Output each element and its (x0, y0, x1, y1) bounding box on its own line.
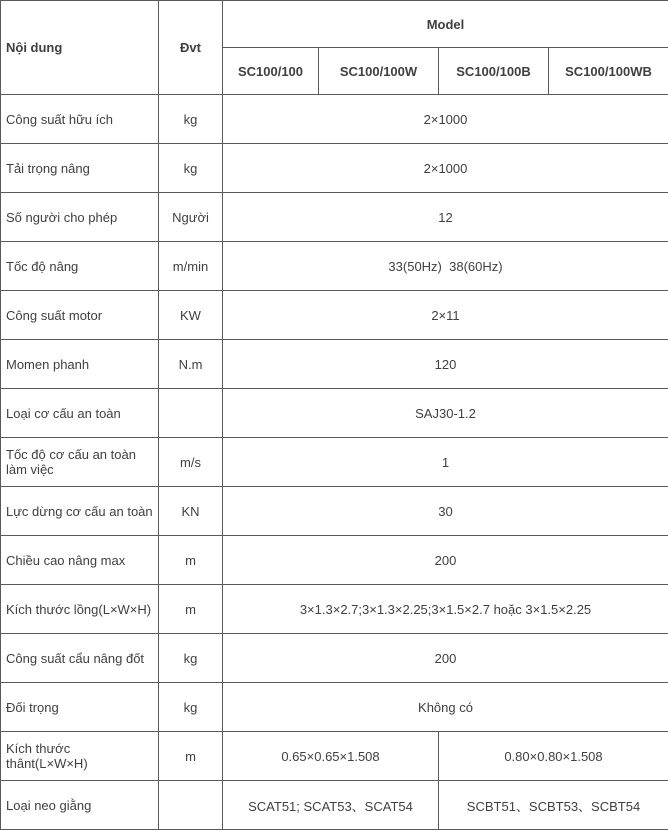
row-label: Lực dừng cơ cấu an toàn (1, 487, 159, 536)
header-row-top (1, 1, 668, 48)
header-unit: Đvt (159, 1, 223, 95)
row-unit: N.m (159, 340, 223, 389)
row-unit: m/min (159, 242, 223, 291)
spec-row-persons-allowed (1, 193, 668, 242)
header-model-sc100-100: SC100/100 (223, 48, 319, 95)
row-unit: KN (159, 487, 223, 536)
row-value: 33(50Hz) 38(60Hz) (223, 242, 668, 291)
spec-row-lifting-speed (1, 242, 668, 291)
row-value-right: SCBT51、SCBT53、SCBT54 (439, 781, 668, 830)
row-label: Tốc độ nâng (1, 242, 159, 291)
spec-row-tie-in-type (1, 781, 668, 830)
header-model-sc100-100w: SC100/100W (319, 48, 439, 95)
row-label: Kích thước thânt(L×W×H) (1, 732, 159, 781)
spec-row-lifting-load (1, 144, 668, 193)
spec-row-mast-section-size (1, 732, 668, 781)
row-value: 3×1.3×2.7;3×1.3×2.25;3×1.5×2.7 hoặc 3×1.5×2.25 (223, 585, 668, 634)
row-unit: KW (159, 291, 223, 340)
spec-row-motor-power (1, 291, 668, 340)
row-unit: kg (159, 634, 223, 683)
row-label: Loại neo giằng (1, 781, 159, 830)
row-unit (159, 781, 223, 830)
row-unit (159, 389, 223, 438)
row-label: Đối trọng (1, 683, 159, 732)
row-unit: m (159, 536, 223, 585)
row-unit: kg (159, 95, 223, 144)
spec-row-counterweight (1, 683, 668, 732)
row-label: Công suất cẩu nâng đốt (1, 634, 159, 683)
spec-row-payload (1, 95, 668, 144)
row-unit: Người (159, 193, 223, 242)
row-value: SAJ30-1.2 (223, 389, 668, 438)
row-unit: kg (159, 683, 223, 732)
spec-row-max-lifting-height (1, 536, 668, 585)
row-unit: m/s (159, 438, 223, 487)
row-value: 2×1000 (223, 95, 668, 144)
spec-row-safety-device-type (1, 389, 668, 438)
row-value: 2×1000 (223, 144, 668, 193)
row-value-left: SCAT51; SCAT53、SCAT54 (223, 781, 439, 830)
row-label: Công suất hữu ích (1, 95, 159, 144)
row-value: 2×11 (223, 291, 668, 340)
row-value: Không có (223, 683, 668, 732)
spec-row-safety-stop-force (1, 487, 668, 536)
row-unit: m (159, 585, 223, 634)
row-label: Loại cơ cấu an toàn (1, 389, 159, 438)
row-value-left: 0.65×0.65×1.508 (223, 732, 439, 781)
spec-row-cage-size (1, 585, 668, 634)
row-label: Số người cho phép (1, 193, 159, 242)
row-value: 12 (223, 193, 668, 242)
row-value: 120 (223, 340, 668, 389)
row-value: 1 (223, 438, 668, 487)
row-value: 200 (223, 536, 668, 585)
spec-row-brake-torque (1, 340, 668, 389)
row-value: 200 (223, 634, 668, 683)
row-value-right: 0.80×0.80×1.508 (439, 732, 668, 781)
row-label: Công suất motor (1, 291, 159, 340)
row-value: 30 (223, 487, 668, 536)
spec-row-mast-hoisting-capacity (1, 634, 668, 683)
spec-row-safety-device-speed (1, 438, 668, 487)
header-content: Nội dung (1, 1, 159, 95)
row-unit: m (159, 732, 223, 781)
header-model-sc100-100b: SC100/100B (439, 48, 549, 95)
row-label: Tải trọng nâng (1, 144, 159, 193)
row-label: Chiều cao nâng max (1, 536, 159, 585)
row-label: Momen phanh (1, 340, 159, 389)
row-label: Kích thước lồng(L×W×H) (1, 585, 159, 634)
header-model: Model (223, 1, 668, 48)
row-label: Tốc độ cơ cấu an toàn làm việc (1, 438, 159, 487)
header-model-sc100-100wb: SC100/100WB (549, 48, 668, 95)
row-unit: kg (159, 144, 223, 193)
